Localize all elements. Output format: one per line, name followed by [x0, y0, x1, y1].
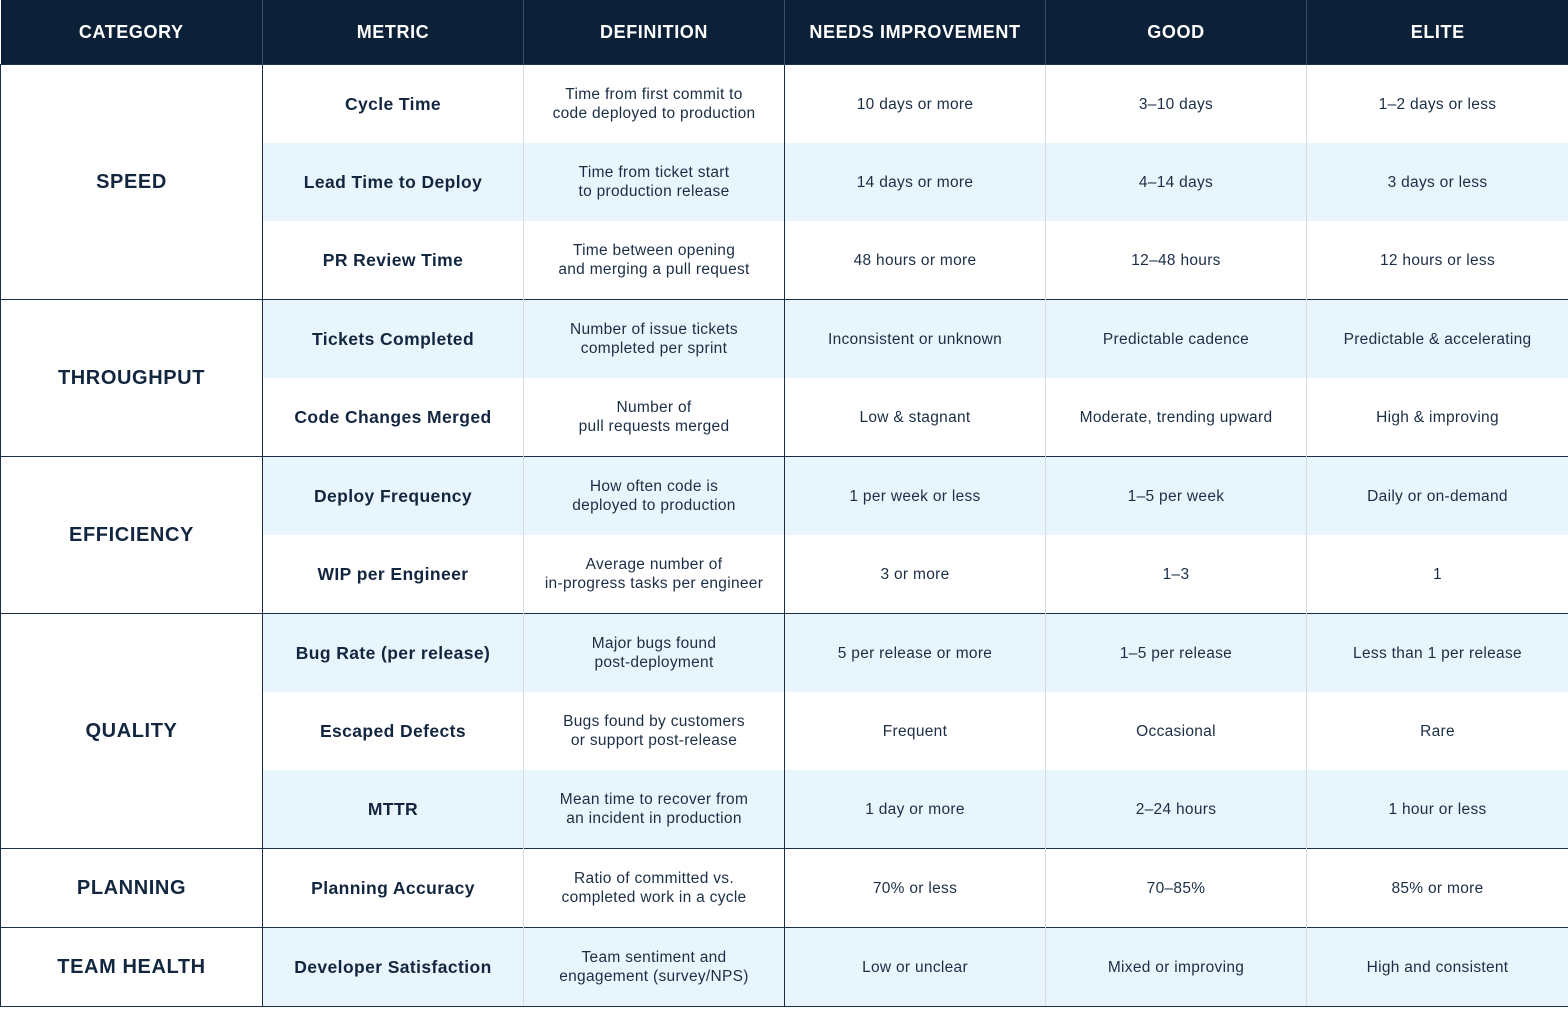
metric-cell: Cycle Time	[263, 65, 524, 144]
table-row	[1, 300, 1568, 379]
header-row	[1, 0, 1568, 65]
category-cell: PLANNING	[1, 849, 263, 928]
definition-cell: Ratio of committed vs. completed work in a cycle	[524, 849, 785, 928]
elite-cell: 1 hour or less	[1307, 770, 1568, 849]
needs-improvement-cell: 48 hours or more	[785, 221, 1046, 300]
header-metric: METRIC	[263, 0, 524, 65]
metric-cell: Escaped Defects	[263, 692, 524, 770]
elite-cell: Daily or on-demand	[1307, 457, 1568, 536]
table-row	[1, 65, 1568, 144]
table-row	[1, 457, 1568, 536]
definition-cell: Number of pull requests merged	[524, 378, 785, 457]
metric-cell: Developer Satisfaction	[263, 928, 524, 1007]
good-cell: 1–3	[1046, 535, 1307, 614]
needs-improvement-cell: 5 per release or more	[785, 614, 1046, 693]
good-cell: 4–14 days	[1046, 143, 1307, 221]
good-cell: Occasional	[1046, 692, 1307, 770]
definition-cell: Number of issue tickets completed per sprint	[524, 300, 785, 379]
category-cell: TEAM HEALTH	[1, 928, 263, 1007]
needs-improvement-cell: Low & stagnant	[785, 378, 1046, 457]
good-cell: Moderate, trending upward	[1046, 378, 1307, 457]
elite-cell: 1–2 days or less	[1307, 65, 1568, 144]
category-cell: THROUGHPUT	[1, 300, 263, 457]
header-elite: ELITE	[1307, 0, 1568, 65]
category-cell: EFFICIENCY	[1, 457, 263, 614]
metric-cell: Planning Accuracy	[263, 849, 524, 928]
metric-cell: Lead Time to Deploy	[263, 143, 524, 221]
elite-cell: High & improving	[1307, 378, 1568, 457]
definition-cell: Bugs found by customers or support post-release	[524, 692, 785, 770]
needs-improvement-cell: 14 days or more	[785, 143, 1046, 221]
needs-improvement-cell: 1 day or more	[785, 770, 1046, 849]
metric-cell: Code Changes Merged	[263, 378, 524, 457]
elite-cell: High and consistent	[1307, 928, 1568, 1007]
category-cell: SPEED	[1, 65, 263, 300]
definition-cell: Time from first commit to code deployed to production	[524, 65, 785, 144]
definition-cell: Average number of in-progress tasks per engineer	[524, 535, 785, 614]
good-cell: 70–85%	[1046, 849, 1307, 928]
needs-improvement-cell: 70% or less	[785, 849, 1046, 928]
needs-improvement-cell: Low or unclear	[785, 928, 1046, 1007]
metric-cell: Deploy Frequency	[263, 457, 524, 536]
metric-cell: Bug Rate (per release)	[263, 614, 524, 693]
metric-cell: WIP per Engineer	[263, 535, 524, 614]
definition-cell: Time from ticket start to production release	[524, 143, 785, 221]
needs-improvement-cell: 1 per week or less	[785, 457, 1046, 536]
header-good: GOOD	[1046, 0, 1307, 65]
elite-cell: 1	[1307, 535, 1568, 614]
table-header	[1, 0, 1568, 65]
metric-cell: MTTR	[263, 770, 524, 849]
elite-cell: 3 days or less	[1307, 143, 1568, 221]
header-needs-improvement: NEEDS IMPROVEMENT	[785, 0, 1046, 65]
category-cell: QUALITY	[1, 614, 263, 849]
elite-cell: 85% or more	[1307, 849, 1568, 928]
good-cell: 12–48 hours	[1046, 221, 1307, 300]
elite-cell: Predictable & accelerating	[1307, 300, 1568, 379]
definition-cell: Mean time to recover from an incident in production	[524, 770, 785, 849]
needs-improvement-cell: Inconsistent or unknown	[785, 300, 1046, 379]
needs-improvement-cell: 10 days or more	[785, 65, 1046, 144]
table-row	[1, 614, 1568, 693]
metric-cell: PR Review Time	[263, 221, 524, 300]
header-category: CATEGORY	[1, 0, 263, 65]
needs-improvement-cell: Frequent	[785, 692, 1046, 770]
good-cell: 2–24 hours	[1046, 770, 1307, 849]
elite-cell: 12 hours or less	[1307, 221, 1568, 300]
definition-cell: Time between opening and merging a pull request	[524, 221, 785, 300]
good-cell: 3–10 days	[1046, 65, 1307, 144]
definition-cell: Team sentiment and engagement (survey/NPS)	[524, 928, 785, 1007]
table-body	[1, 65, 1568, 1007]
definition-cell: How often code is deployed to production	[524, 457, 785, 536]
good-cell: 1–5 per release	[1046, 614, 1307, 693]
header-definition: DEFINITION	[524, 0, 785, 65]
good-cell: Mixed or improving	[1046, 928, 1307, 1007]
elite-cell: Less than 1 per release	[1307, 614, 1568, 693]
elite-cell: Rare	[1307, 692, 1568, 770]
good-cell: 1–5 per week	[1046, 457, 1307, 536]
good-cell: Predictable cadence	[1046, 300, 1307, 379]
table-row	[1, 849, 1568, 928]
definition-cell: Major bugs found post-deployment	[524, 614, 785, 693]
table-row	[1, 928, 1568, 1007]
needs-improvement-cell: 3 or more	[785, 535, 1046, 614]
metric-cell: Tickets Completed	[263, 300, 524, 379]
